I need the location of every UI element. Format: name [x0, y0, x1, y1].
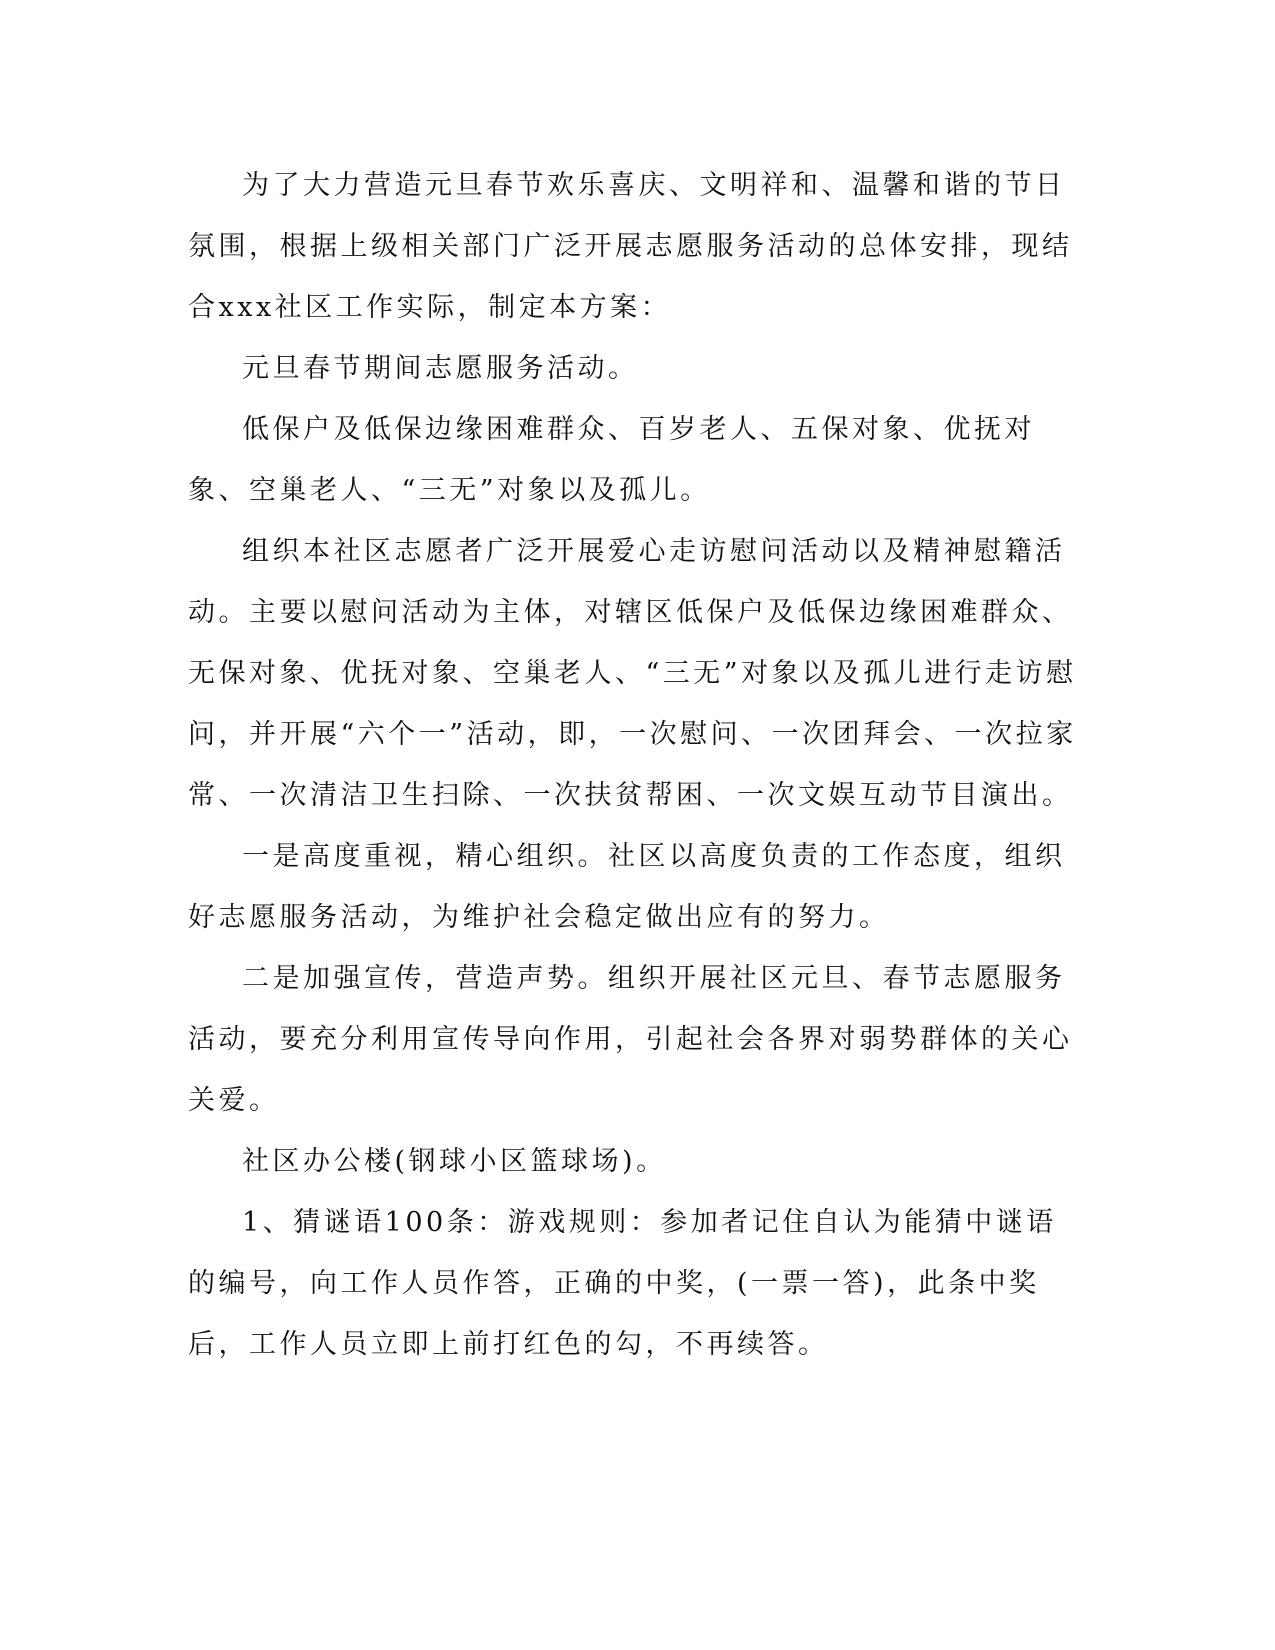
- paragraph-requirement-two: 二是加强宣传，营造声势。组织开展社区元旦、春节志愿服务活动，要充分利用宣传导向作用，引起社会各界对弱势群体的关心关爱。: [188, 963, 1073, 1116]
- paragraph-target-groups: 低保户及低保边缘困难群众、百岁老人、五保对象、优抚对象、空巢老人、“三无”对象以及孤儿。: [188, 414, 1035, 506]
- paragraph-requirement-one: 一是高度重视，精心组织。社区以高度负责的工作态度，组织好志愿服务活动，为维护社会稳定做出应有的努力。: [188, 841, 1066, 933]
- paragraph-activity-content: 组织本社区志愿者广泛开展爱心走访慰问活动以及精神慰籍活动。主要以慰问活动为主体，对辖区低保户及低保边缘困难群众、无保对象、优抚对象、空巢老人、“三无”对象以及孤儿进行走访慰问，并开展“六个一”活动，即，一次慰问、一次团拜会、一次拉家常、一次清洁卫生扫除、一次扶贫帮困、一次文娱互动节目演出。: [188, 536, 1077, 811]
- paragraph-intro: 为了大力营造元旦春节欢乐喜庆、文明祥和、温馨和谐的节日氛围，根据上级相关部门广泛开展志愿服务活动的总体安排，现结合xxx社区工作实际，制定本方案：: [188, 170, 1073, 323]
- document-body: [188, 155, 1078, 1375]
- paragraph-location: 社区办公楼(钢球小区篮球场)。: [242, 1146, 667, 1177]
- paragraph-activity-name: 元旦春节期间志愿服务活动。: [242, 353, 639, 384]
- paragraph-riddle-game: 1、猜谜语100条：游戏规则：参加者记住自认为能猜中谜语的编号，向工作人员作答，正确的中奖，(一票一答)，此条中奖后，工作人员立即上前打红色的勾，不再续答。: [188, 1207, 1057, 1360]
